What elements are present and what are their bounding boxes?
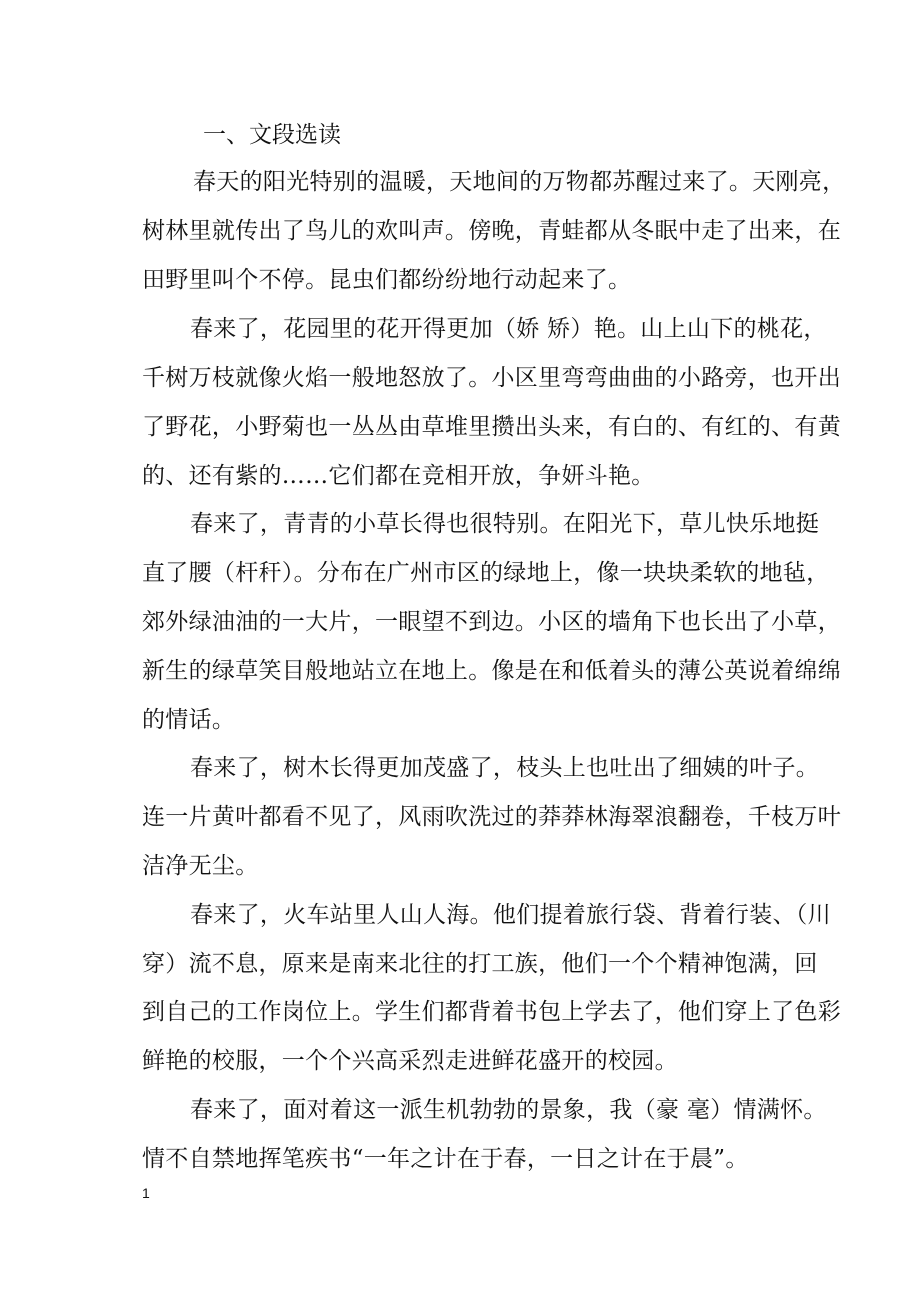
paragraph-line: 直了腰（杆秆）。分布在广州市区的绿地上，像一块块柔软的地毡， — [142, 560, 830, 586]
paragraph-line: 春来了，花园里的花开得更加（娇 矫）艳。山上山下的桃花， — [190, 316, 827, 342]
paragraph-line: 春天的阳光特别的温暖，天地间的万物都苏醒过来了。天刚亮， — [193, 169, 846, 195]
paragraph-line: 春来了，火车站里人山人海。他们提着旅行袋、背着行装、（川 — [190, 902, 831, 928]
paragraph-line: 了野花，小野菊也一丛丛由草堆里攒出头来，有白的、有红的、有黄 — [142, 414, 841, 440]
paragraph-line: 连一片黄叶都看不见了，风雨吹洗过的莽莽林海翠浪翻卷，千枝万叶 — [142, 804, 841, 830]
paragraph-line: 穿）流不息，原来是南来北往的打工族，他们一个个精神饱满，回 — [142, 951, 818, 977]
paragraph-line: 春来了，树木长得更加茂盛了，枝头上也吐出了细姨的叶子。 — [190, 755, 820, 781]
paragraph-line: 到自己的工作岗位上。学生们都背着书包上学去了，他们穿上了色彩 — [142, 999, 841, 1025]
paragraph-line: 的、还有紫的……它们都在竞相开放，争妍斗艳。 — [142, 463, 655, 489]
paragraph-line: 的情话。 — [142, 707, 236, 733]
paragraph-line: 新生的绿草笑目般地站立在地上。像是在和低着头的薄公英说着绵绵 — [142, 658, 841, 684]
paragraph-line: 春来了，面对着这一派生机勃勃的景象，我（豪 毫）情满怀。 — [190, 1097, 827, 1123]
paragraph-line: 千树万枝就像火焰一般地怒放了。小区里弯弯曲曲的小路旁，也开出 — [142, 365, 841, 391]
paragraph-line: 田野里叫个不停。昆虫们都纷纷地行动起来了。 — [142, 267, 632, 293]
paragraph-line: 春来了，青青的小草长得也很特别。在阳光下，草儿快乐地挺 — [190, 511, 820, 537]
paragraph-line: 郊外绿油油的一大片，一眼望不到边。小区的墙角下也长出了小草， — [142, 609, 841, 635]
page-number: 1 — [142, 1185, 150, 1201]
section-heading: 一、文段选读 — [203, 122, 341, 148]
paragraph-line: 洁净无尘。 — [142, 853, 259, 879]
paragraph-line: 情不自禁地挥笔疾书“一年之计在于春，一日之计在于晨”。 — [142, 1146, 749, 1172]
paragraph-line: 树林里就传出了鸟儿的欢叫声。傍晚，青蛙都从冬眠中走了出来，在 — [142, 218, 841, 244]
paragraph-line: 鲜艳的校服，一个个兴高采烈走进鲜花盛开的校园。 — [142, 1048, 678, 1074]
